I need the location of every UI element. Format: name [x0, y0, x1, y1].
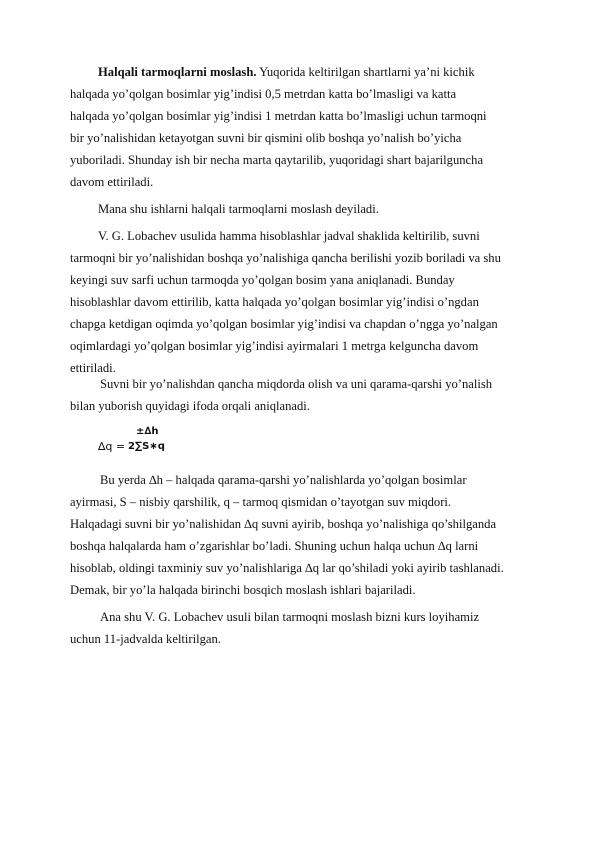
- paragraph-5-line-1: Bu yerda ∆h – halqada qarama-qarshi yo’nalishlarda yo’qolgan bosimlar: [100, 473, 467, 487]
- paragraph-5-line-6: Demak, bir yo’la halqada birinchi bosqich moslash ishlari bajariladi.: [70, 583, 416, 597]
- paragraph-3-line-5: chapga ketdigan oqimda yo’qolgan bosimlar yig’indisi va chapdan o’ngga yo’nalgan: [70, 317, 498, 331]
- paragraph-3-line-7: ettiriladi.: [70, 361, 116, 375]
- section-heading: Halqali tarmoqlarni moslash.: [98, 65, 257, 79]
- paragraph-4-line-1: Suvni bir yo’nalishdan qancha miqdorda olish va uni qarama-qarshi yo’nalish: [100, 377, 493, 391]
- paragraph-4-line-2: bilan yuborish quyidagi ifoda orqali aniqlanadi.: [70, 399, 310, 413]
- text-span: Yuqorida keltirilgan shartlarni ya’ni kichik: [256, 65, 475, 79]
- formula-delta-q: [98, 426, 218, 460]
- paragraph-5-line-5: hisoblab, oldingi taxminiy suv yo’nalishlariga ∆q lar qo’shiladi yoki ayirib tashlanadi.: [70, 561, 504, 575]
- paragraph-3-line-4: hisoblashlar davom ettirilib, katta halqada yo’qolgan bosimlar yig’indisi o’ngdan: [70, 295, 479, 309]
- paragraph-1-line-4: bir yo’nalishidan ketayotgan suvni bir qismini olib boshqa yo’nalish bo’yicha: [70, 131, 462, 145]
- paragraph-6-line-2: uchun 11-jadvalda keltirilgan.: [70, 632, 221, 646]
- paragraph-1-line-2: halqada yo’qolgan bosimlar yig’indisi 0,5 metrdan katta bo’lmasligi va katta: [70, 87, 457, 101]
- paragraph-3-line-1: V. G. Lobachev usulida hamma hisoblashlar jadval shaklida keltirilib, suvni: [98, 229, 480, 243]
- paragraph-5-line-3: Halqadagi suvni bir yo’nalishidan ∆q suvni ayirib, boshqa yo’nalishiga qo’shilganda: [70, 517, 497, 531]
- paragraph-2-line-1: Mana shu ishlarni halqali tarmoqlarni moslash deyiladi.: [98, 202, 379, 216]
- paragraph-1-line-5: yuboriladi. Shunday ish bir necha marta qaytarilib, yuqoridagi shart bajarilguncha: [70, 153, 484, 167]
- formula-lhs: ∆q =: [98, 440, 126, 453]
- paragraph-5-line-2: ayirmasi, S – nisbiy qarshilik, q – tarmoq qismidan o’tayotgan suv miqdori.: [70, 495, 452, 509]
- paragraph-1-line-1: [98, 64, 475, 80]
- paragraph-1-line-6: davom ettiriladi.: [70, 175, 154, 189]
- paragraph-1-line-3: halqada yo’qolgan bosimlar yig’indisi 1 metrdan katta bo’lmasligi uchun tarmoqni: [70, 109, 487, 123]
- paragraph-3-line-2: tarmoqni bir yo’nalishidan boshqa yo’nalishiga qancha berilishi yozib boriladi va shu: [70, 251, 501, 265]
- paragraph-5-line-4: boshqa halqalarda ham o’zgarishlar bo’ladi. Shuning uchun halqa uchun ∆q larni: [70, 539, 479, 553]
- paragraph-3-line-6: oqimlardagi yo’qolgan bosimlar yig’indisi ayirmalari 1 metrga kelguncha davom: [70, 339, 479, 353]
- formula-denominator: 2∑S∗q: [128, 441, 165, 452]
- formula-numerator: ±∆h: [136, 426, 159, 437]
- paragraph-6-line-1: Ana shu V. G. Lobachev usuli bilan tarmoqni moslash bizni kurs loyihamiz: [100, 610, 480, 624]
- paragraph-3-line-3: keyingi suv sarfi uchun tarmoqda yo’qolgan bosim yana aniqlanadi. Bunday: [70, 273, 455, 287]
